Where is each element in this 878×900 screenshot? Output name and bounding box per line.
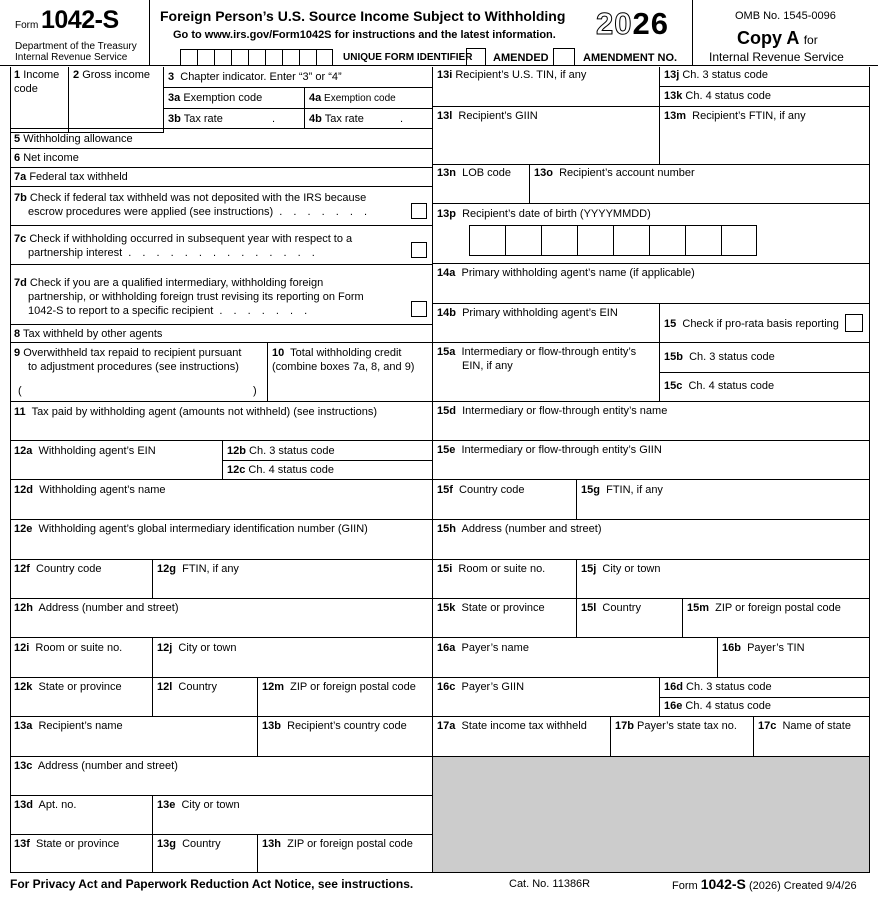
box-6-net-income[interactable]: 6 Net income <box>10 149 433 168</box>
box-12i-room-suite[interactable]: 12i Room or suite no. <box>10 638 153 678</box>
tax-year <box>596 6 669 42</box>
box-7b-escrow-check: 7b Check if federal tax withheld was not deposited with the IRS because escrow procedures were applied (see instructions) . . . . . . . <box>10 187 433 226</box>
box-16d-ch3-status-code[interactable]: 16d Ch. 3 status code <box>660 678 870 698</box>
amended-label: AMENDED <box>493 52 549 64</box>
footer-form-word: Form <box>672 880 698 892</box>
box-15h-address[interactable]: 15h Address (number and street) <box>433 520 870 560</box>
privacy-notice: For Privacy Act and Paperwork Reduction Act Notice, see instructions. <box>10 877 414 891</box>
omb-block <box>692 0 878 66</box>
amendment-number-label: AMENDMENT NO. <box>583 52 678 64</box>
shaded-area <box>433 757 870 873</box>
box-12m-zip[interactable]: 12m ZIP or foreign postal code <box>258 678 433 717</box>
box-4b-tax-rate[interactable]: 4b Tax rate . <box>305 109 433 129</box>
box-2-gross-income[interactable]: 2 Gross income <box>69 67 164 133</box>
box-13c-recipient-address[interactable]: 13c Address (number and street) <box>10 757 433 796</box>
box-13f-state-province[interactable]: 13f State or province <box>10 835 153 873</box>
footer-form-number: 1042-S <box>700 876 746 892</box>
box-11-tax-paid-by-agent[interactable]: 11 Tax paid by withholding agent (amounts not withheld) (see instructions) <box>10 402 433 441</box>
box-13a-recipient-name[interactable]: 13a Recipient’s name <box>10 717 258 757</box>
box-14b-primary-withholding-agent-ein[interactable]: 14b Primary withholding agent’s EIN <box>433 304 660 343</box>
box-12e-withholding-agent-giin[interactable]: 12e Withholding agent’s global intermediary identification number (GIIN) <box>10 520 433 560</box>
box-15d-intermediary-name[interactable]: 15d Intermediary or flow-through entity’s name <box>433 402 870 441</box>
box-12d-withholding-agent-name[interactable]: 12d Withholding agent’s name <box>10 480 433 520</box>
box-13e-city-town[interactable]: 13e City or town <box>153 796 433 835</box>
box-12a-withholding-agent-ein[interactable]: 12a Withholding agent’s EIN <box>10 441 223 480</box>
box-15i-room-suite[interactable]: 15i Room or suite no. <box>433 560 577 599</box>
box-13l-recipient-giin[interactable]: 13l Recipient’s GIIN <box>433 107 660 165</box>
box-15f-country-code[interactable]: 15f Country code <box>433 480 577 520</box>
box-12c-ch4-status-code[interactable]: 12c Ch. 4 status code <box>223 461 433 480</box>
tax-year-bold: 26 <box>632 6 669 41</box>
box-8-tax-withheld-other-agents[interactable]: 8 Tax withheld by other agents <box>10 325 433 343</box>
box-15a-intermediary-ein[interactable]: 15a Intermediary or flow-through entity’s EIN, if any <box>433 343 660 402</box>
unique-form-identifier-label: UNIQUE FORM IDENTIFIER <box>343 52 473 63</box>
box-13j-ch3-status-code[interactable]: 13j Ch. 3 status code <box>660 67 870 87</box>
box-3-chapter-indicator[interactable]: 3 Chapter indicator. Enter “3” or “4” <box>164 67 433 88</box>
box-15m-zip[interactable]: 15m ZIP or foreign postal code <box>683 599 870 638</box>
box-3a-exemption-code[interactable]: 3a Exemption code <box>164 88 305 109</box>
department: Department of the Treasury <box>15 41 137 52</box>
department-block <box>15 41 137 63</box>
box-7c-checkbox[interactable] <box>411 242 427 258</box>
box-5-withholding-allowance[interactable]: 5 Withholding allowance <box>10 129 433 149</box>
box-15l-country[interactable]: 15l Country <box>577 599 683 638</box>
box-15g-ftin[interactable]: 15g FTIN, if any <box>577 480 870 520</box>
box-7d-checkbox[interactable] <box>411 301 427 317</box>
form-header <box>0 0 878 66</box>
box-12j-city-town[interactable]: 12j City or town <box>153 638 433 678</box>
box-13d-apt-no[interactable]: 13d Apt. no. <box>10 796 153 835</box>
box-15-checkbox[interactable] <box>845 314 863 332</box>
box-7d-qi-revising-check: 7d Check if you are a qualified intermediary, withholding foreign partnership, or withholding foreign trust revising its reporting on Form 1042-S to report to a specific recipient . . . . . . . <box>10 265 433 325</box>
box-12g-ftin[interactable]: 12g FTIN, if any <box>153 560 433 599</box>
omb-number: OMB No. 1545-0096 <box>735 10 836 22</box>
box-9-overwithheld-tax[interactable]: 9 Overwithheld tax repaid to recipient pursuant to adjustment procedures (see instructions) ( ) <box>10 343 268 402</box>
box-13b-recipient-country-code[interactable]: 13b Recipient’s country code <box>258 717 433 757</box>
box-12l-country[interactable]: 12l Country <box>153 678 258 717</box>
box-15-pro-rata-check: 15 Check if pro-rata basis reporting <box>660 304 870 343</box>
box-13o-recipient-account-number[interactable]: 13o Recipient’s account number <box>530 165 870 204</box>
box-13i-recipient-us-tin[interactable]: 13i Recipient’s U.S. TIN, if any <box>433 67 660 107</box>
box-12k-state-province[interactable]: 12k State or province <box>10 678 153 717</box>
footer-form-id <box>672 876 857 892</box>
box-16a-payer-name[interactable]: 16a Payer’s name <box>433 638 718 678</box>
box-13n-lob-code[interactable]: 13n LOB code <box>433 165 530 204</box>
box-16b-payer-tin[interactable]: 16b Payer’s TIN <box>718 638 870 678</box>
copy-a: Copy A <box>737 28 799 48</box>
box-13k-ch4-status-code[interactable]: 13k Ch. 4 status code <box>660 87 870 107</box>
box-17a-state-income-tax-withheld[interactable]: 17a State income tax withheld <box>433 717 611 757</box>
dob-digit-boxes[interactable] <box>469 225 757 256</box>
box-12h-address[interactable]: 12h Address (number and street) <box>10 599 433 638</box>
box-13h-zip[interactable]: 13h ZIP or foreign postal code <box>258 835 433 873</box>
form-number: 1042-S <box>41 6 119 34</box>
box-7b-checkbox[interactable] <box>411 203 427 219</box>
box-14a-primary-withholding-agent-name[interactable]: 14a Primary withholding agent’s name (if applicable) <box>433 264 870 304</box>
irs-line: Internal Revenue Service <box>15 52 128 63</box>
box-7c-subsequent-year-check: 7c Check if withholding occurred in subsequent year with respect to a partnership interest . . . . . . . . . . . . . . <box>10 226 433 265</box>
box-17c-name-of-state[interactable]: 17c Name of state <box>754 717 870 757</box>
catalog-number: Cat. No. 11386R <box>509 878 591 890</box>
box-4a-exemption-code[interactable]: 4a Exemption code <box>305 88 433 109</box>
box-12b-ch3-status-code[interactable]: 12b Ch. 3 status code <box>223 441 433 461</box>
amended-checkbox[interactable] <box>466 48 486 66</box>
box-16e-ch4-status-code[interactable]: 16e Ch. 4 status code <box>660 698 870 717</box>
box-15k-state-province[interactable]: 15k State or province <box>433 599 577 638</box>
box-3b-tax-rate[interactable]: 3b Tax rate . <box>164 109 305 129</box>
box-16c-payer-giin[interactable]: 16c Payer’s GIIN <box>433 678 660 717</box>
form-id-block <box>0 0 150 66</box>
box-1-income-code[interactable]: 1 Income code <box>10 67 69 133</box>
box-13p-recipient-dob: 13p Recipient’s date of birth (YYYYMMDD) <box>433 204 870 264</box>
form-title: Foreign Person’s U.S. Source Income Subject to Withholding <box>160 8 566 24</box>
box-15j-city-town[interactable]: 15j City or town <box>577 560 870 599</box>
copy-label <box>737 28 818 49</box>
instructions-link: Go to www.irs.gov/Form1042S for instructions and the latest information. <box>173 29 556 41</box>
box-15b-ch3-status-code[interactable]: 15b Ch. 3 status code <box>660 343 870 373</box>
amendment-number-field[interactable] <box>553 48 575 66</box>
tax-year-outline: 20 <box>596 6 633 41</box>
box-7a-federal-tax-withheld[interactable]: 7a Federal tax withheld <box>10 168 433 187</box>
unique-form-identifier-boxes[interactable] <box>180 49 333 66</box>
box-13m-recipient-ftin[interactable]: 13m Recipient’s FTIN, if any <box>660 107 870 165</box>
box-15e-intermediary-giin[interactable]: 15e Intermediary or flow-through entity’s GIIN <box>433 441 870 480</box>
form-word: Form <box>15 20 39 31</box>
box-12f-country-code[interactable]: 12f Country code <box>10 560 153 599</box>
box-13g-country[interactable]: 13g Country <box>153 835 258 873</box>
copy-for: for <box>803 33 818 47</box>
copy-recipient: Internal Revenue Service <box>709 50 844 64</box>
box-17b-payer-state-tax-no[interactable]: 17b Payer’s state tax no. <box>611 717 754 757</box>
box-10-total-withholding-credit[interactable]: 10 Total withholding credit (combine boxes 7a, 8, and 9) <box>268 343 433 402</box>
footer-created: (2026) Created 9/4/26 <box>748 880 857 892</box>
box-15c-ch4-status-code[interactable]: 15c Ch. 4 status code <box>660 373 870 402</box>
